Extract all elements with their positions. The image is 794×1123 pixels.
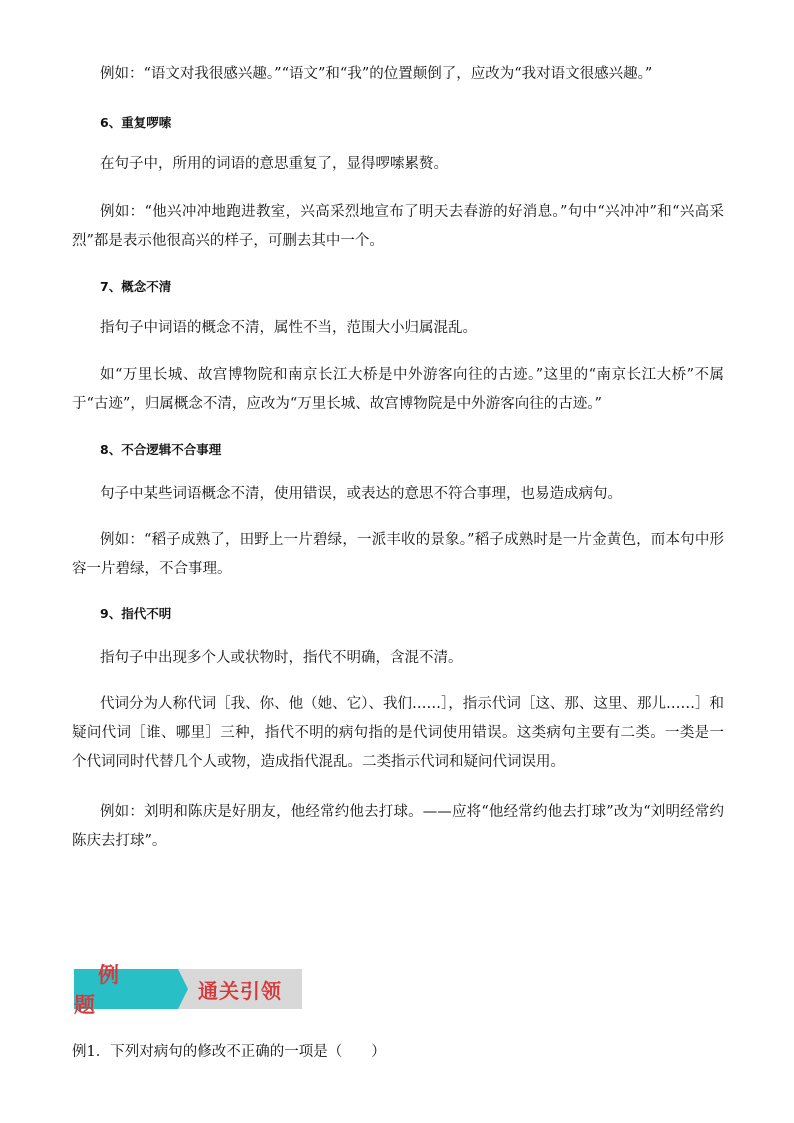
paragraph-example-word-order: 例如：“语文对我很感兴趣。”“语文”和“我”的位置颠倒了，应改为“我对语文很感兴趣。”: [100, 66, 653, 82]
example-banner: [74, 963, 302, 1017]
heading-section-9: 9、指代不明: [100, 606, 172, 621]
paragraph-concept-example: 如“万里长城、故宫博物院和南京长江大桥是中外游客向往的古迹。”这里的“南京长江大桥”不属于“古迹”，归属概念不清，应改为“万里长城、故宫博物院是中外游客向往的古迹。”: [72, 367, 724, 412]
paragraph-redundancy-definition: 在句子中，所用的词语的意思重复了，显得啰嗦累赘。: [100, 156, 448, 172]
paragraph-logic-example: 例如：“稻子成熟了，田野上一片碧绿，一派丰收的景象。”稻子成熟时是一片金黄色，而本句中形容一片碧绿，不合事理。: [72, 532, 724, 577]
heading-section-8: 8、不合逻辑不合事理: [100, 442, 222, 457]
heading-section-6: 6、重复啰嗦: [100, 115, 172, 130]
paragraph-redundancy-example: 例如：“他兴冲冲地跑进教室，兴高采烈地宣布了明天去春游的好消息。”句中“兴冲冲”和“兴高采烈”都是表示他很高兴的样子，可删去其中一个。: [72, 204, 724, 249]
paragraph-pronoun-definition: 指句子中出现多个人或状物时，指代不明确，含混不清。: [100, 650, 463, 666]
banner-label-guide: 通关引领: [178, 969, 302, 1009]
paragraph-pronoun-explanation: 代词分为人称代词［我、你、他（她、它）、我们……］，指示代词［这、那、这里、那儿……］和疑问代词［谁、哪里］三种，指代不明的病句指的是代词使用错误。这类病句主要有二类。一类是一个代词同时代替几个人或物，造成指代混乱。二类指示代词和疑问代词误用。: [72, 696, 724, 770]
paragraph-logic-definition: 句子中某些词语概念不清，使用错误，或表达的意思不符合事理，也易造成病句。: [100, 486, 622, 502]
heading-section-7: 7、概念不清: [100, 279, 172, 294]
example-question-1: 例1．下列对病句的修改不正确的一项是（ ）: [72, 1044, 386, 1060]
paragraph-concept-definition: 指句子中词语的概念不清，属性不当，范围大小归属混乱。: [100, 320, 477, 336]
banner-label-example: 例题: [74, 969, 178, 1009]
paragraph-pronoun-example: 例如：刘明和陈庆是好朋友，他经常约他去打球。——应将“他经常约他去打球”改为“刘明经常约陈庆去打球”。: [72, 804, 724, 849]
